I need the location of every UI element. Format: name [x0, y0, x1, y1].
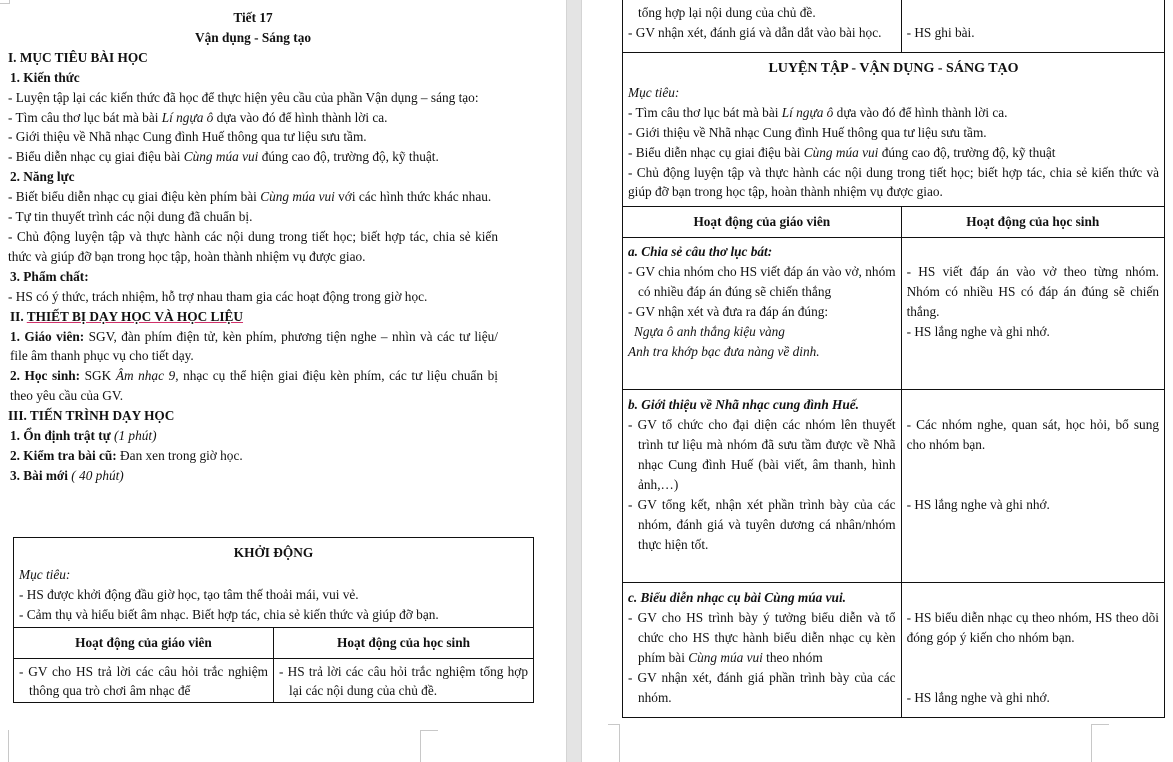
paragraph	[8, 108, 498, 128]
student-activity: - HS lắng nghe và ghi nhớ.	[906, 323, 1050, 339]
activity-b-teacher	[623, 390, 902, 583]
teacher-activity	[628, 608, 896, 668]
goal-item: - Cảm thụ và hiểu biết âm nhạc. Biết hợp tác, chia sẻ kiến thức và giúp đỡ bạn.	[19, 606, 439, 622]
step	[8, 446, 498, 466]
corner-mark	[420, 730, 438, 762]
corner-mark	[1091, 724, 1109, 762]
student-activity: - HS lắng nghe và ghi nhớ.	[906, 690, 1050, 706]
text: đúng cao độ, trường độ, kỹ thuật	[878, 144, 1056, 160]
label: 3. Bài mới	[10, 467, 72, 483]
student-activity: - Các nhóm nghe, quan sát, học hỏi, bổ sung cho nhóm bạn.	[906, 417, 1159, 453]
activity-c-student	[901, 583, 1164, 718]
section-heading: III. TIẾN TRÌNH DẠY HỌC	[8, 408, 175, 424]
song-title: Lí ngựa ô	[161, 109, 214, 125]
label: 1. Giáo viên:	[10, 328, 85, 344]
goal-item: - Chủ động luyện tập và thực hành các nội dung trong tiết học; biết hợp tác, chia sẻ kiến thức và giúp đỡ bạn trong học tập, hoàn thành nhiệm vụ được giao.	[628, 164, 1159, 200]
text: Đan xen trong giờ học.	[116, 447, 243, 463]
activity-c-teacher	[623, 583, 902, 718]
paragraph: - Tự tin thuyết trình các nội dung đã chuẩn bị.	[8, 209, 253, 225]
text: - Tìm câu thơ lục bát mà bài	[8, 109, 162, 125]
lesson-number: Tiết 17	[233, 10, 273, 25]
subsection-heading: 1. Kiến thức	[10, 69, 80, 85]
text: dựa vào đó để hình thành lời ca.	[213, 109, 388, 125]
paragraph: - Luyện tập lại các kiến thức đã học để thực hiện yêu cầu của phần Vận dụng – sáng tạo:	[8, 89, 479, 105]
label: 2. Học sinh:	[10, 368, 81, 384]
text: - Biểu diễn nhạc cụ giai điệu bài	[8, 149, 184, 165]
goal-item	[628, 143, 1159, 163]
text: , nhạc cụ thể hiện giai điệu kèn phím, các tư liệu chuẩn bị theo yêu cầu của GV.	[10, 368, 498, 404]
song-title: Cùng múa vui	[183, 149, 259, 165]
goal-item: - HS được khởi động đầu giờ học, tạo tâm thế thoải mái, vui vẻ.	[19, 586, 359, 602]
poem-line: Anh tra khớp bạc đưa nàng về dinh.	[628, 343, 820, 359]
text: đúng cao độ, trường độ, kỹ thuật.	[258, 149, 439, 165]
step	[8, 466, 498, 486]
warmup-table	[13, 537, 534, 703]
student-activity: - HS trả lời các câu hỏi trắc nghiệm tổng hợp lại các nội dung của chủ đề.	[279, 663, 528, 699]
text: dựa vào đó để hình thành lời ca.	[833, 104, 1008, 120]
teacher-activity: tổng hợp lại nội dung của chủ đề.	[638, 5, 816, 20]
paragraph: - HS có ý thức, trách nhiệm, hỗ trợ nhau tham gia các hoạt động trong giờ học.	[8, 288, 428, 304]
text: - Biết biểu diễn nhạc cụ giai điệu kèn phím bài	[8, 189, 261, 205]
goal-item: - Giới thiệu về Nhã nhạc Cung đình Huế thông qua tư liệu sưu tầm.	[628, 124, 987, 140]
practice-section	[623, 53, 1165, 207]
song-title: Cùng múa vui	[688, 649, 763, 665]
text: II.	[10, 308, 27, 324]
section-heading: I. MỤC TIÊU BÀI HỌC	[8, 49, 148, 65]
left-page	[8, 8, 498, 486]
text: với các hình thức khác nhau.	[334, 189, 492, 205]
practice-table	[622, 0, 1165, 718]
corner-mark	[0, 0, 10, 4]
paragraph	[8, 147, 498, 167]
activity-b-student	[901, 390, 1164, 583]
book-title: Âm nhạc 9	[115, 368, 176, 384]
goal-label: Mục tiêu:	[628, 84, 680, 100]
goal-item	[628, 103, 1159, 123]
paragraph: - Giới thiệu về Nhã nhạc Cung đình Huế thông qua tư liệu sưu tầm.	[8, 129, 367, 145]
text: - Tìm câu thơ lục bát mà bài	[628, 104, 782, 120]
corner-mark	[8, 730, 9, 762]
column-header-teacher: Hoạt động của giáo viên	[623, 207, 902, 238]
column-header-student: Hoạt động của học sinh	[274, 627, 534, 658]
student-activity: - HS ghi bài.	[901, 0, 1164, 53]
duration: ( 40 phút)	[71, 467, 124, 483]
section-heading	[8, 307, 498, 327]
poem-line: Ngựa ô anh thắng kiệu vàng	[634, 323, 785, 339]
subsection-heading: 3. Phẩm chất:	[10, 268, 89, 284]
activity-title: a. Chia sẻ câu thơ lục bát:	[628, 244, 773, 260]
teacher-activity: - GV tổng kết, nhận xét phần trình bày của các nhóm, đánh giá và tuyên dương cá nhân/nhóm thực hiện tốt.	[628, 496, 896, 552]
paragraph: - Chủ động luyện tập và thực hành các nội dung trong tiết học; biết hợp tác, chia sẻ kiến thức và giúp đỡ bạn trong học tập, hoàn thành nhiệm vụ được giao.	[8, 228, 498, 264]
label: 1. Ổn định trật tự	[10, 428, 115, 444]
column-header-student: Hoạt động của học sinh	[901, 207, 1164, 238]
student-activity: - HS lắng nghe và ghi nhớ.	[906, 497, 1050, 513]
teacher-activity: - GV nhận xét, đánh giá phần trình bày của các nhóm.	[628, 669, 896, 705]
text: THIẾT BỊ DẠY HỌC VÀ HỌC LIỆU	[26, 308, 244, 324]
text: - Biểu diễn nhạc cụ giai điệu bài	[628, 144, 804, 160]
teacher-activity: - GV cho HS trả lời các câu hỏi trắc nghiệm thông qua trò chơi âm nhạc để	[19, 663, 268, 699]
teacher-activity: - GV nhận xét, đánh giá và dẫn dắt vào bài học.	[628, 24, 882, 40]
activity-title: b. Giới thiệu về Nhã nhạc cung đình Huế.	[628, 397, 860, 413]
label: 2. Kiểm tra bài cũ:	[10, 447, 117, 463]
subsection-heading: 2. Năng lực	[10, 169, 75, 185]
text: SGV, đàn phím điện tử, kèn phím, phương tiện nghe – nhìn và các tư liệu/ file âm thanh phục vụ cho tiết dạy.	[10, 328, 498, 364]
song-title: Cùng múa vui	[260, 189, 335, 205]
page-gutter	[566, 0, 582, 762]
table-heading: LUYỆN TẬP - VẬN DỤNG - SÁNG TẠO	[768, 61, 1019, 76]
goal-label: Mục tiêu:	[19, 566, 71, 582]
activity-a-teacher	[623, 238, 902, 390]
duration: (1 phút)	[114, 428, 157, 444]
activity-a-student	[901, 238, 1164, 390]
text: - GV cho HS trình bày ý tưởng biểu diễn và tổ chức cho HS thực hành biểu diễn nhạc cụ kèn phím bài	[628, 610, 896, 665]
warmup-section	[14, 538, 534, 628]
corner-mark	[608, 724, 620, 762]
teacher-activity: - GV nhận xét và đưa ra đáp án đúng:	[628, 303, 829, 319]
student-activity: - HS biểu diễn nhạc cụ theo nhóm, HS theo dõi đóng góp ý kiến cho nhóm bạn.	[906, 610, 1159, 646]
student-activity: - HS viết đáp án vào vở theo từng nhóm. Nhóm có nhiều HS có đáp án đúng sẽ chiến thắng.	[906, 264, 1159, 320]
activity-title: c. Biểu diễn nhạc cụ bài Cùng múa vui.	[628, 590, 846, 606]
teacher-activity: - GV chia nhóm cho HS viết đáp án vào vở, nhóm có nhiều đáp án đúng sẽ chiến thắng	[628, 264, 896, 300]
teacher-activity: - GV tổ chức cho đại diện các nhóm lên thuyết trình tư liệu mà nhóm đã sưu tầm được về Nhã nhạc Cung đình Huế (bài viết, âm thanh, hình ảnh,…)	[628, 417, 896, 492]
paragraph	[8, 327, 498, 367]
song-title: Cùng múa vui	[803, 144, 879, 160]
step	[8, 426, 498, 446]
text: theo nhóm	[762, 649, 823, 665]
text: SGK	[80, 368, 116, 384]
paragraph	[8, 366, 498, 406]
column-header-teacher: Hoạt động của giáo viên	[14, 627, 274, 658]
paragraph	[8, 187, 498, 207]
table-heading: KHỞI ĐỘNG	[233, 545, 314, 560]
lesson-title: Vận dụng - Sáng tạo	[194, 29, 312, 45]
song-title: Lí ngựa ô	[781, 104, 834, 120]
